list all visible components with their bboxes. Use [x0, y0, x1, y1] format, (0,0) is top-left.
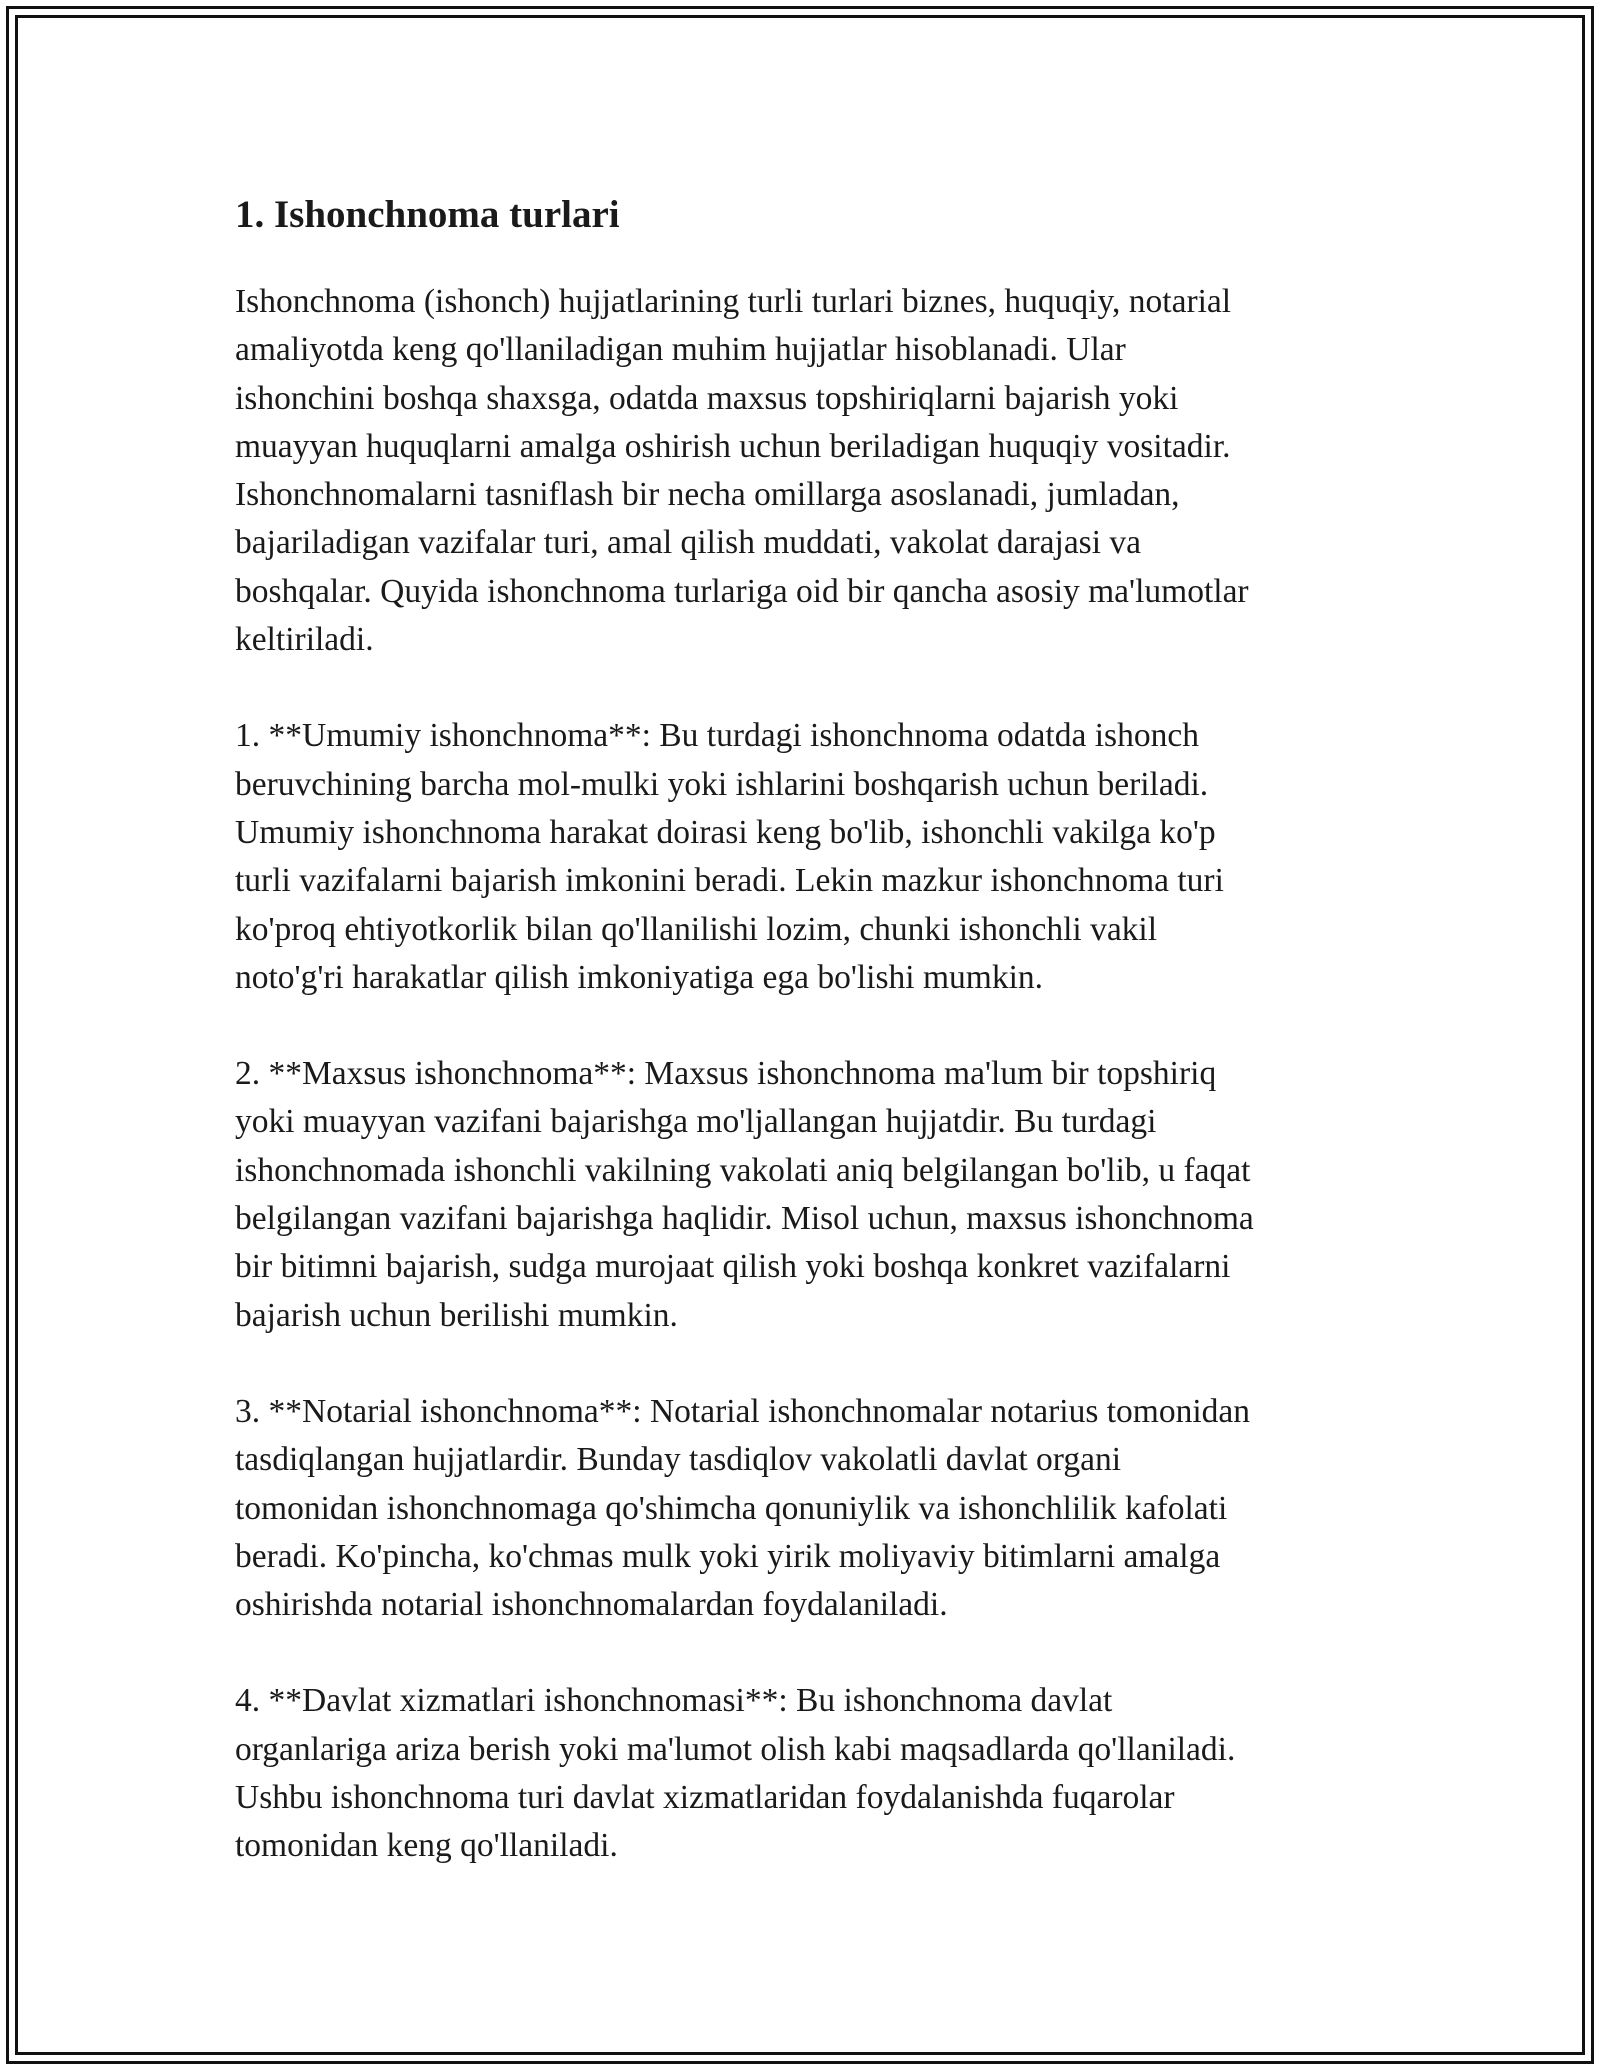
text-line: 2. **Maxsus ishonchnoma**: Maxsus ishonchnoma ma'lum bir topshiriq: [235, 1055, 1217, 1093]
document-body: [235, 182, 1365, 1919]
text-line: noto'g'ri harakatlar qilish imkoniyatiga ega bo'lishi mumkin.: [235, 958, 1044, 996]
intro-paragraph: [235, 278, 1365, 664]
text-line: tomonidan keng qo'llaniladi.: [235, 1827, 618, 1865]
text-line: bajariladigan vazifalar turi, amal qilish muddati, vakolat darajasi va: [235, 524, 1142, 562]
text-line: beruvchining barcha mol-mulki yoki ishlarini boshqarish uchun beriladi.: [235, 765, 1209, 803]
text-line: yoki muayyan vazifani bajarishga mo'ljallangan hujjatdir. Bu turdagi: [235, 1103, 1157, 1141]
text-line: turli vazifalarni bajarish imkonini beradi. Lekin mazkur ishonchnoma turi: [235, 862, 1224, 900]
list-item-special-poa: [235, 1050, 1365, 1340]
text-line: Ishonchnoma (ishonch) hujjatlarining turli turlari biznes, huquqiy, notarial: [235, 283, 1232, 320]
text-line: tasdiqlangan hujjatlardir. Bunday tasdiqlov vakolatli davlat organi: [235, 1441, 1122, 1479]
text-line: ko'proq ehtiyotkorlik bilan qo'llanilishi lozim, chunki ishonchli vakil: [235, 910, 1158, 948]
text-line: beradi. Ko'pincha, ko'chmas mulk yoki yirik moliyaviy bitimlarni amalga: [235, 1537, 1221, 1575]
text-line: bir bitimni bajarish, sudga murojaat qilish yoki boshqa konkret vazifalarni: [235, 1248, 1231, 1286]
text-line: organlariga ariza berish yoki ma'lumot olish kabi maqsadlarda qo'llaniladi.: [235, 1730, 1236, 1768]
text-line: belgilangan vazifani bajarishga haqlidir. Misol uchun, maxsus ishonchnoma: [235, 1200, 1254, 1238]
list-item-public-services-poa: [235, 1677, 1365, 1870]
text-line: ishonchnomada ishonchli vakilning vakolati aniq belgilangan bo'lib, u faqat: [235, 1151, 1251, 1189]
text-line: keltiriladi.: [235, 621, 374, 659]
text-line: Ushbu ishonchnoma turi davlat xizmatlaridan foydalanishda fuqarolar: [235, 1779, 1175, 1817]
text-line: 4. **Davlat xizmatlari ishonchnomasi**: Bu ishonchnoma davlat: [235, 1682, 1113, 1720]
text-line: Umumiy ishonchnoma harakat doirasi keng bo'lib, ishonchli vakilga ko'p: [235, 813, 1216, 851]
text-line: tomonidan ishonchnomaga qo'shimcha qonuniylik va ishonchlilik kafolati: [235, 1489, 1228, 1527]
text-line: 1. **Umumiy ishonchnoma**: Bu turdagi ishonchnoma odatda ishonch: [235, 717, 1199, 755]
text-line: muayyan huquqlarni amalga oshirish uchun beriladigan huquqiy vositadir.: [235, 427, 1231, 465]
list-item-notarial-poa: [235, 1388, 1365, 1629]
text-line: 3. **Notarial ishonchnoma**: Notarial ishonchnomalar notarius tomonidan: [235, 1392, 1251, 1430]
list-item-general-poa: [235, 712, 1365, 1002]
section-title: 1. Ishonchnoma turlari: [235, 193, 620, 236]
text-line: Ishonchnomalarni tasniflash bir necha omillarga asoslanadi, jumladan,: [235, 476, 1180, 514]
text-line: ishonchini boshqa shaxsga, odatda maxsus topshiriqlarni bajarish yoki: [235, 379, 1179, 417]
text-line: amaliyotda keng qo'llaniladigan muhim hujjatlar hisoblanadi. Ular: [235, 331, 1126, 369]
text-line: oshirishda notarial ishonchnomalardan foydalaniladi.: [235, 1586, 948, 1624]
text-line: boshqalar. Quyida ishonchnoma turlariga oid bir qancha asosiy ma'lumotlar: [235, 572, 1249, 610]
text-line: bajarish uchun berilishi mumkin.: [235, 1296, 678, 1334]
